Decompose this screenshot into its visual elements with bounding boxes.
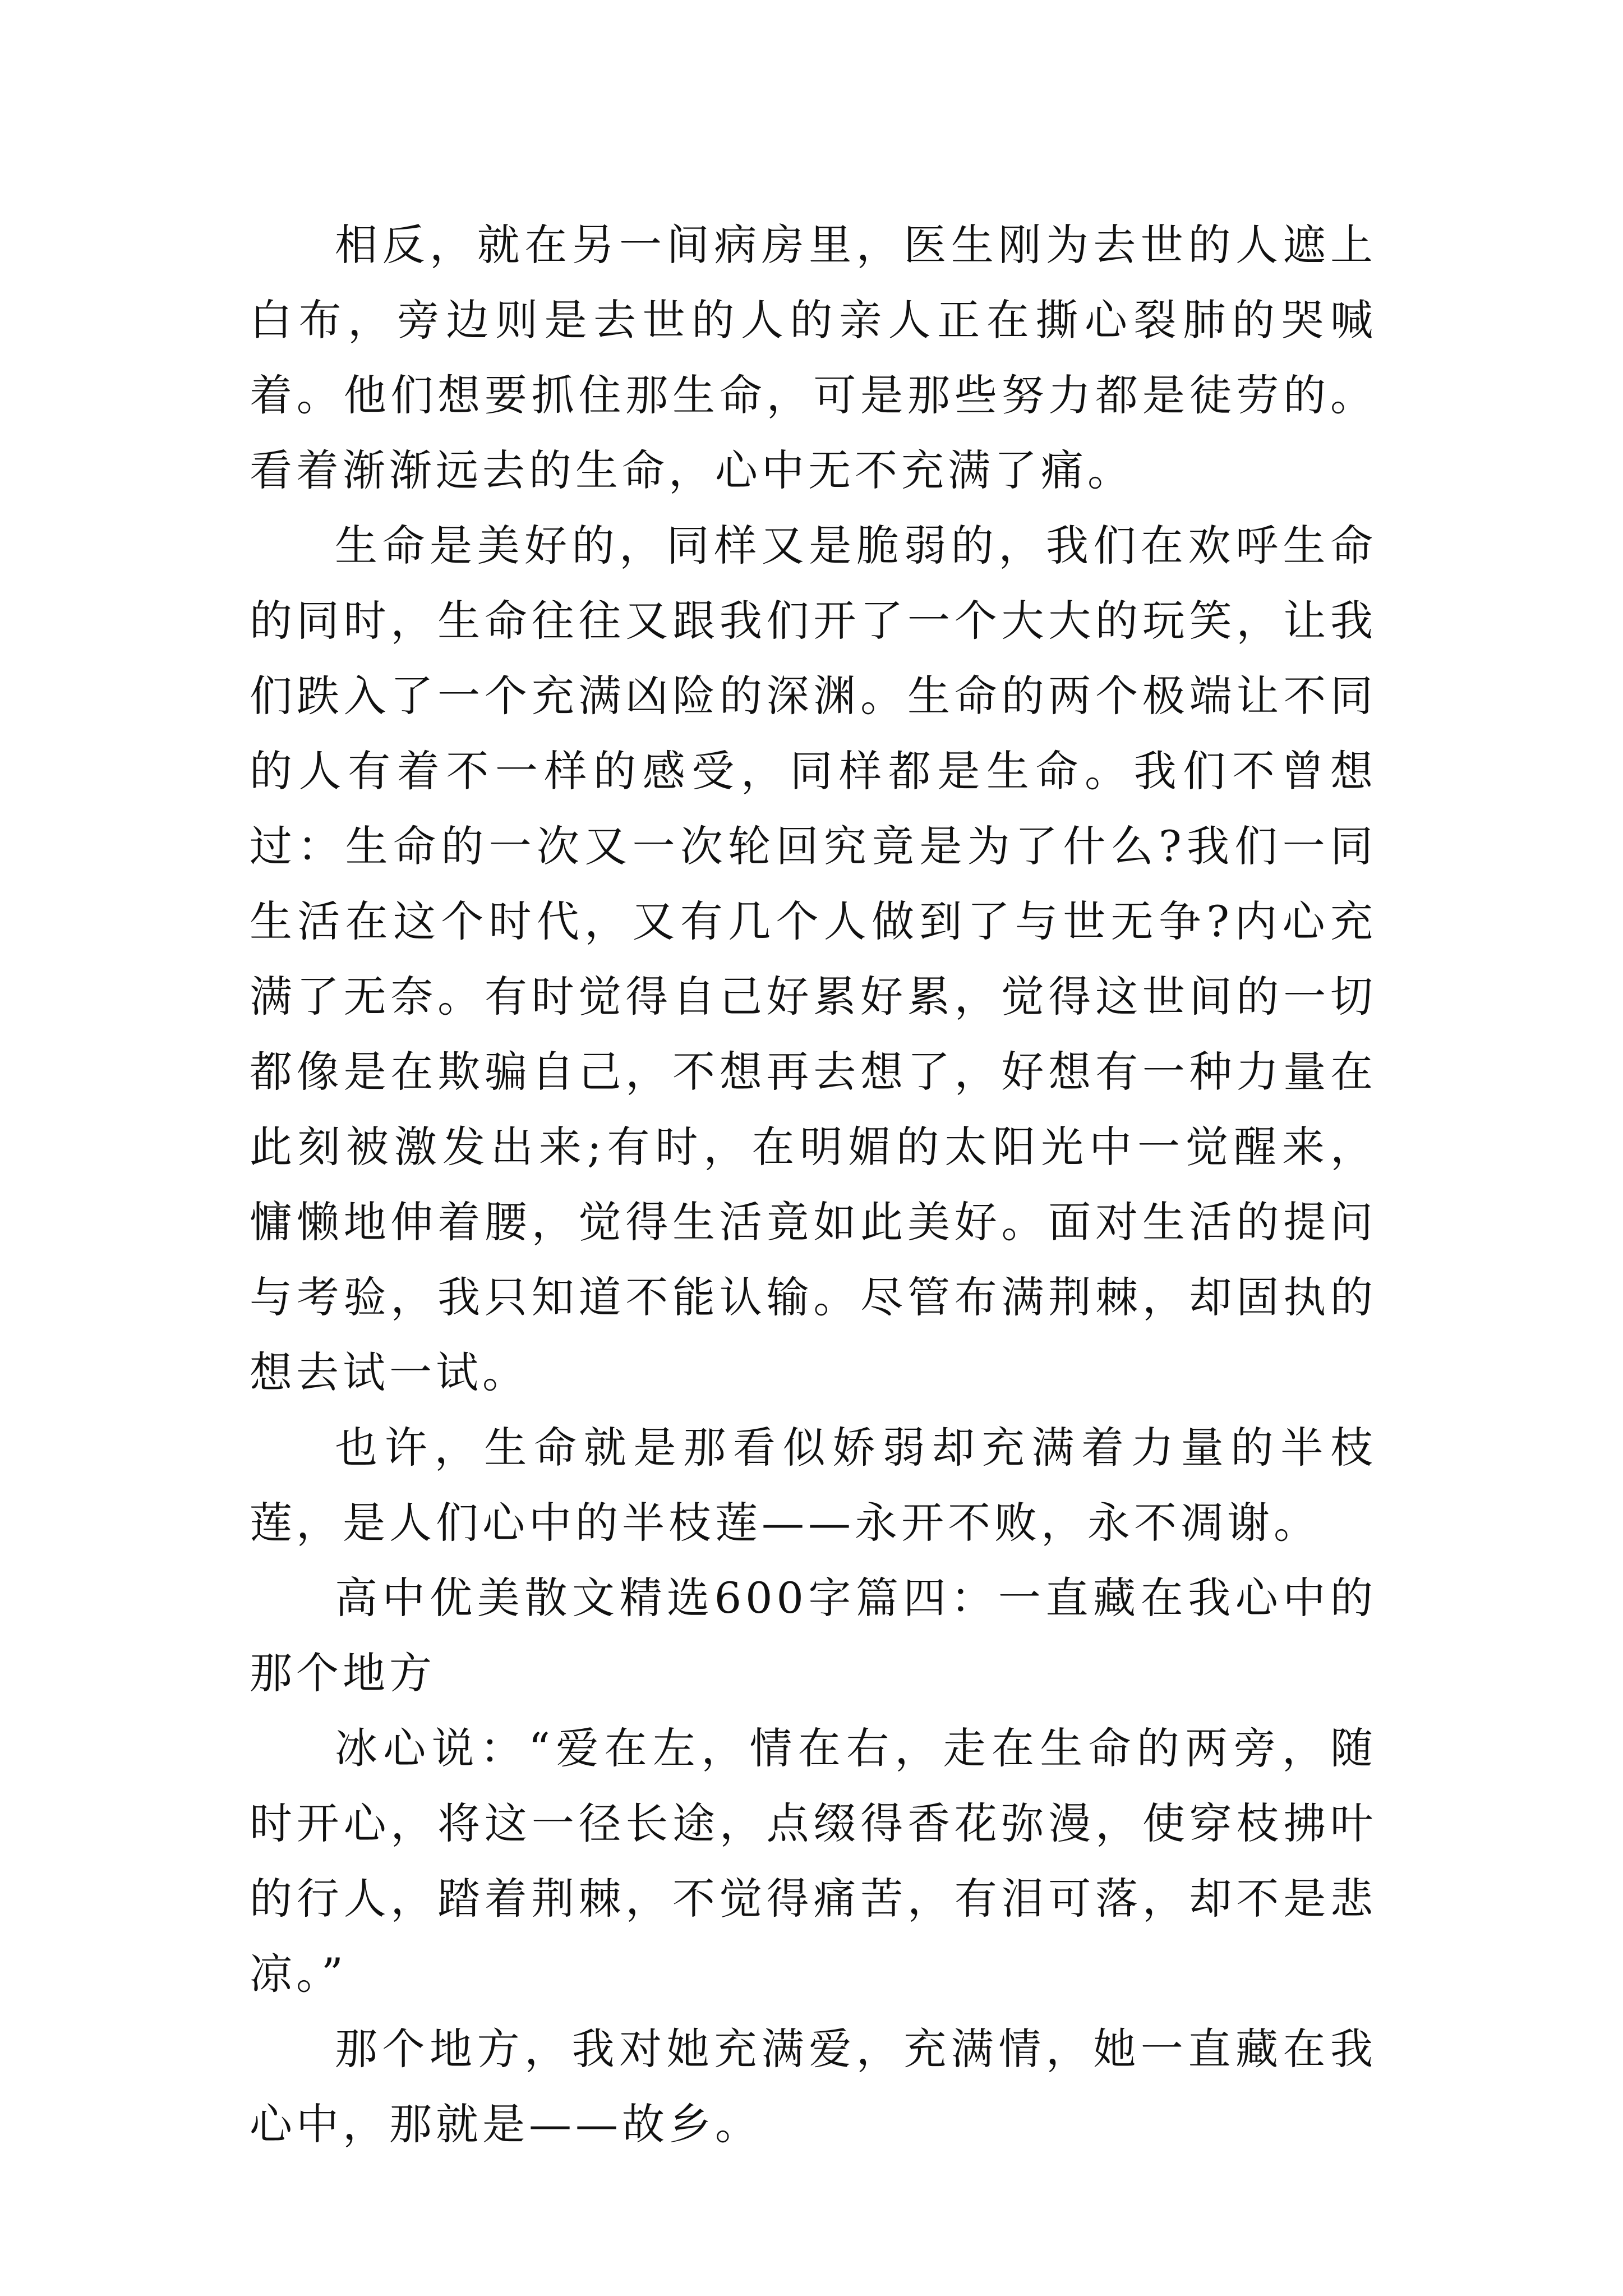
- paragraph-3: 也许，生命就是那看似娇弱却充满着力量的半枝莲，是人们心中的半枝莲——永开不败，永不凋谢。: [250, 1423, 1377, 1548]
- paragraph-1: 相反，就在另一间病房里，医生刚为去世的人遮上白布，旁边则是去世的人的亲人正在撕心裂肺的哭喊着。他们想要抓住那生命，可是那些努力都是徒劳的。看着渐渐远去的生命，心中无不充满了痛。: [250, 220, 1377, 495]
- section-heading: 高中优美散文精选600字篇四：一直藏在我心中的那个地方: [250, 1573, 1377, 1698]
- body-text: [250, 208, 1377, 2162]
- paragraph-2: 生命是美好的，同样又是脆弱的，我们在欢呼生命的同时，生命往往又跟我们开了一个大大的玩笑，让我们跌入了一个充满凶险的深渊。生命的两个极端让不同的人有着不一样的感受，同样都是生命。我们不曾想过：生命的一次又一次轮回究竟是为了什么?我们一同生活在这个时代，又有几个人做到了与世无争?内心充满了无奈。有时觉得自己好累好累，觉得这世间的一切都像是在欺骗自己，不想再去想了，好想有一种力量在此刻被激发出来;有时，在明媚的太阳光中一觉醒来，慵懒地伸着腰，觉得生活竟如此美好。面对生活的提问与考验，我只知道不能认输。尽管布满荆棘，却固执的想去试一试。: [250, 521, 1377, 1397]
- paragraph-5: 那个地方，我对她充满爱，充满情，她一直藏在我心中，那就是——故乡。: [250, 2024, 1377, 2149]
- paragraph-4: 冰心说：“爱在左，情在右，走在生命的两旁，随时开心，将这一径长途，点缀得香花弥漫，使穿枝拂叶的行人，踏着荆棘，不觉得痛苦，有泪可落，却不是悲凉。”: [250, 1723, 1377, 1999]
